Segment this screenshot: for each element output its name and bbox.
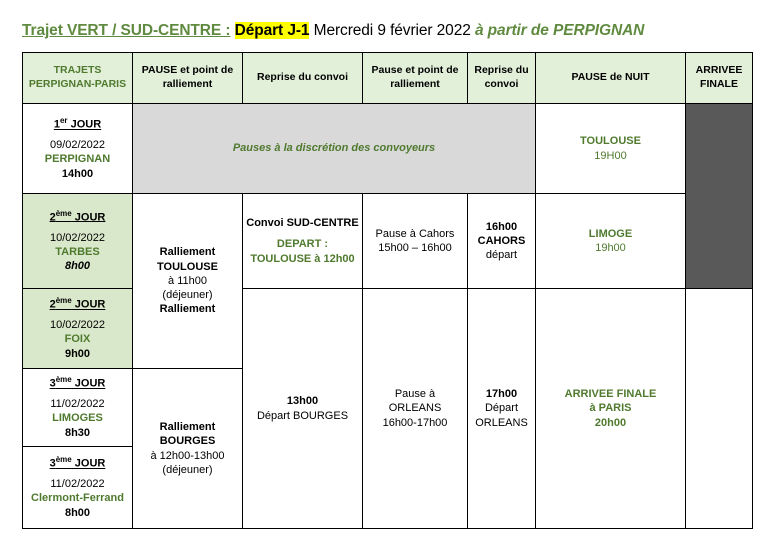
- row-2-pause-2-cell: [363, 194, 468, 289]
- col-header-pause-ralliement-1: PAUSE et point de ralliement: [133, 53, 243, 104]
- title-depart-badge: Départ J-1: [234, 22, 310, 39]
- col-header-arrivee-finale: ARRIVEE FINALE: [686, 53, 753, 104]
- row-2-date: 10/02/2022: [49, 231, 106, 244]
- row-4-reprise2-time: 17h00: [485, 388, 518, 401]
- row-1-night-pause-cell: [536, 104, 686, 194]
- col-header-reprise-2: Reprise du convoi: [468, 53, 536, 104]
- row-4-reprise2-city: ORLEANS: [475, 416, 528, 429]
- row-2-reprise-note: départ: [485, 249, 518, 262]
- row-3-city: FOIX: [64, 333, 91, 346]
- row-4-date: 11/02/2022: [50, 398, 105, 411]
- row-4-pause2-label: Pause à: [394, 388, 436, 401]
- row-2-night-time: 19h00: [595, 242, 626, 254]
- row-5-city: Clermont-Ferrand: [31, 492, 124, 505]
- row-2-night-city: LIMOGE: [588, 227, 633, 240]
- row-4-pause-city: BOURGES: [159, 435, 216, 448]
- row-4-reprise1-city: Départ BOURGES: [256, 409, 349, 422]
- row-2-time: 8h00: [64, 260, 91, 273]
- row-3-day-cell: [23, 289, 133, 369]
- row-5-time: 8h00: [64, 506, 91, 519]
- row-4-reprise2-label: Départ: [484, 402, 519, 415]
- row-2-pause2-time: 15h00 – 16h00: [378, 242, 452, 254]
- row-3-date: 10/02/2022: [49, 319, 106, 332]
- table-row: [23, 289, 753, 369]
- row-3-pause-2-cell: [363, 289, 468, 529]
- row-1-night-time: 19H00: [594, 149, 627, 162]
- row-5-day-cell: [23, 447, 133, 529]
- title-date: Mercredi 9 février 2022: [313, 22, 471, 39]
- row-2-day-label: 2ème JOUR: [49, 208, 106, 224]
- row-1-final-blocked-cell: [686, 104, 753, 289]
- row-1-day-label: 1er JOUR: [53, 116, 102, 131]
- row-4-pause-time: à 12h00-13h00: [150, 449, 225, 462]
- row-2-reprise-time: 16h00: [485, 220, 518, 233]
- row-4-time: 8h30: [64, 426, 91, 439]
- row-3-reprise-convoi-cell: [243, 289, 363, 529]
- row-2-reprise-convoi-cell: [243, 194, 363, 289]
- row-2-day-cell: [23, 194, 133, 289]
- col-header-pause-ralliement-2: Pause et point de ralliement: [363, 53, 468, 104]
- col-header-trajets: TRAJETS PERPIGNAN-PARIS: [23, 53, 133, 104]
- table-row: [23, 194, 753, 289]
- row-2-pause-ralliement-cell: [133, 194, 243, 369]
- row-4-day-cell: [23, 369, 133, 447]
- row-2-pause-ralliement: Ralliement: [159, 303, 216, 316]
- row-4-final-city: à PARIS: [589, 402, 632, 415]
- row-3-time: 9h00: [64, 347, 91, 360]
- table-row: [23, 104, 753, 194]
- row-4-pause-meal: (déjeuner): [162, 463, 213, 476]
- row-2-night-pause-cell: [536, 194, 686, 289]
- row-2-pause-title: Ralliement TOULOUSE: [157, 246, 218, 273]
- row-3-final-arrival-cell: [536, 289, 686, 529]
- row-2-reprise-2-cell: [468, 194, 536, 289]
- page-title: [22, 22, 752, 40]
- row-2-convoy-depart: DEPART : TOULOUSE à 12h00: [250, 238, 355, 265]
- row-2-reprise-city: CAHORS: [477, 234, 526, 247]
- row-3-empty-final-cell: [686, 289, 753, 529]
- row-5-date: 11/02/2022: [50, 478, 105, 491]
- row-2-pause-time: à 11h00: [168, 274, 207, 287]
- row-1-discretion-note: Pauses à la discrétion des convoyeurs: [232, 142, 436, 155]
- row-1-discretion-note-cell: [133, 104, 536, 194]
- row-2-convoy-title: Convoi SUD-CENTRE: [246, 217, 359, 230]
- row-4-final-label: ARRIVEE FINALE: [564, 388, 657, 401]
- row-2-city: TARBES: [55, 245, 100, 258]
- row-1-time: 14h00: [61, 167, 94, 180]
- row-3-day-label: 2ème JOUR: [49, 296, 106, 311]
- schedule-table: [22, 52, 753, 529]
- row-4-day-label: 3ème JOUR: [49, 375, 106, 390]
- row-4-pause2-city: ORLEANS: [388, 402, 442, 415]
- title-route: Trajet VERT / SUD-CENTRE :: [22, 22, 231, 39]
- row-1-city: PERPIGNAN: [44, 153, 111, 166]
- row-2-pause2-place: Pause à Cahors: [375, 227, 455, 240]
- row-1-night-city: TOULOUSE: [580, 135, 641, 148]
- table-header-row: [23, 53, 753, 104]
- row-4-pause-ralliement-cell: [133, 369, 243, 529]
- row-4-pause-label: Ralliement: [159, 420, 216, 433]
- row-2-pause-meal: (déjeuner): [162, 289, 213, 302]
- row-1-date: 09/02/2022: [49, 139, 106, 152]
- row-5-day-label: 3ème JOUR: [49, 455, 106, 470]
- row-4-final-time: 20h00: [594, 416, 627, 429]
- row-4-reprise1-time: 13h00: [286, 395, 319, 408]
- row-4-pause2-time: 16h00-17h00: [382, 416, 448, 429]
- row-4-city: LIMOGES: [52, 412, 103, 425]
- col-header-pause-nuit: PAUSE de NUIT: [536, 53, 686, 104]
- row-3-reprise-2-cell: [468, 289, 536, 529]
- row-1-day-cell: [23, 104, 133, 194]
- col-header-reprise-1: Reprise du convoi: [243, 53, 363, 104]
- title-origin: à partir de PERPIGNAN: [474, 22, 645, 39]
